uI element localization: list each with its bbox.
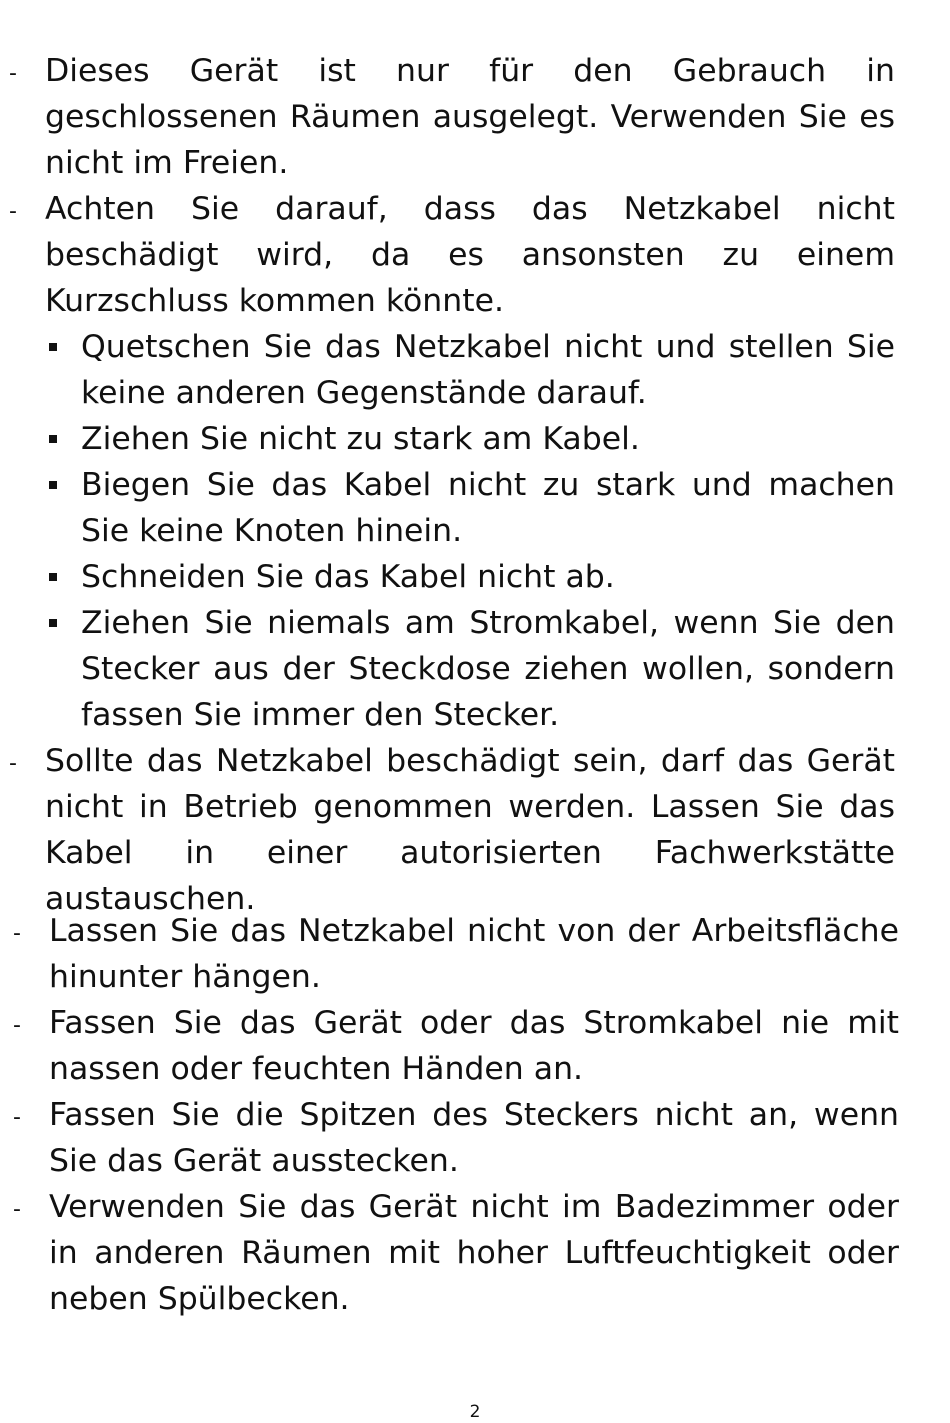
list-item-cord-hanging: Lassen Sie das Netzkabel nicht von der Arbeitsfläche hinunter hängen. xyxy=(49,913,899,995)
sub-item-no-bending: Biegen Sie das Kabel nicht zu stark und machen Sie keine Knoten hinein. xyxy=(81,467,895,549)
list-item-damaged-cord: Sollte das Netzkabel beschädigt sein, darf das Gerät nicht in Betrieb genommen werden. Lassen Sie das Kabel in einer autorisierten Fachwerkstätte austauschen. xyxy=(45,743,895,917)
list-item-wet-hands: Fassen Sie das Gerät oder das Stromkabel nie mit nassen oder feuchten Händen an. xyxy=(49,1005,899,1087)
square-bullet-icon xyxy=(49,343,57,351)
page-number: 2 xyxy=(469,1402,481,1422)
dash-marker: - xyxy=(9,61,17,86)
square-bullet-icon xyxy=(49,481,57,489)
dash-marker: - xyxy=(13,1105,21,1130)
list-item-indoor-use: Dieses Gerät ist nur für den Gebrauch in geschlossenen Räumen ausgelegt. Verwenden Sie es nicht im Freien. xyxy=(45,53,895,181)
list-item-plug-tips: Fassen Sie die Spitzen des Steckers nicht an, wenn Sie das Gerät ausstecken. xyxy=(49,1097,899,1179)
dash-marker: - xyxy=(13,921,21,946)
square-bullet-icon xyxy=(49,573,57,581)
sub-item-no-squeezing: Quetschen Sie das Netzkabel nicht und stellen Sie keine anderen Gegenstände darauf. xyxy=(81,329,895,411)
square-bullet-icon xyxy=(49,619,57,627)
sub-item-no-cutting: Schneiden Sie das Kabel nicht ab. xyxy=(81,559,615,595)
dash-marker: - xyxy=(13,1013,21,1038)
list-item-power-cord-damage: Achten Sie darauf, dass das Netzkabel nicht beschädigt wird, da es ansonsten zu einem Kurzschluss kommen könnte. xyxy=(45,191,895,319)
sub-item-hold-plug: Ziehen Sie niemals am Stromkabel, wenn Sie den Stecker aus der Steckdose ziehen wollen, sondern fassen Sie immer den Stecker. xyxy=(81,605,895,733)
sub-item-no-pulling: Ziehen Sie nicht zu stark am Kabel. xyxy=(81,421,640,457)
list-item-bathroom: Verwenden Sie das Gerät nicht im Badezimmer oder in anderen Räumen mit hoher Luftfeuchtigkeit oder neben Spülbecken. xyxy=(49,1189,899,1317)
dash-marker: - xyxy=(9,751,17,776)
square-bullet-icon xyxy=(49,435,57,443)
dash-marker: - xyxy=(9,199,17,224)
dash-marker: - xyxy=(13,1197,21,1222)
